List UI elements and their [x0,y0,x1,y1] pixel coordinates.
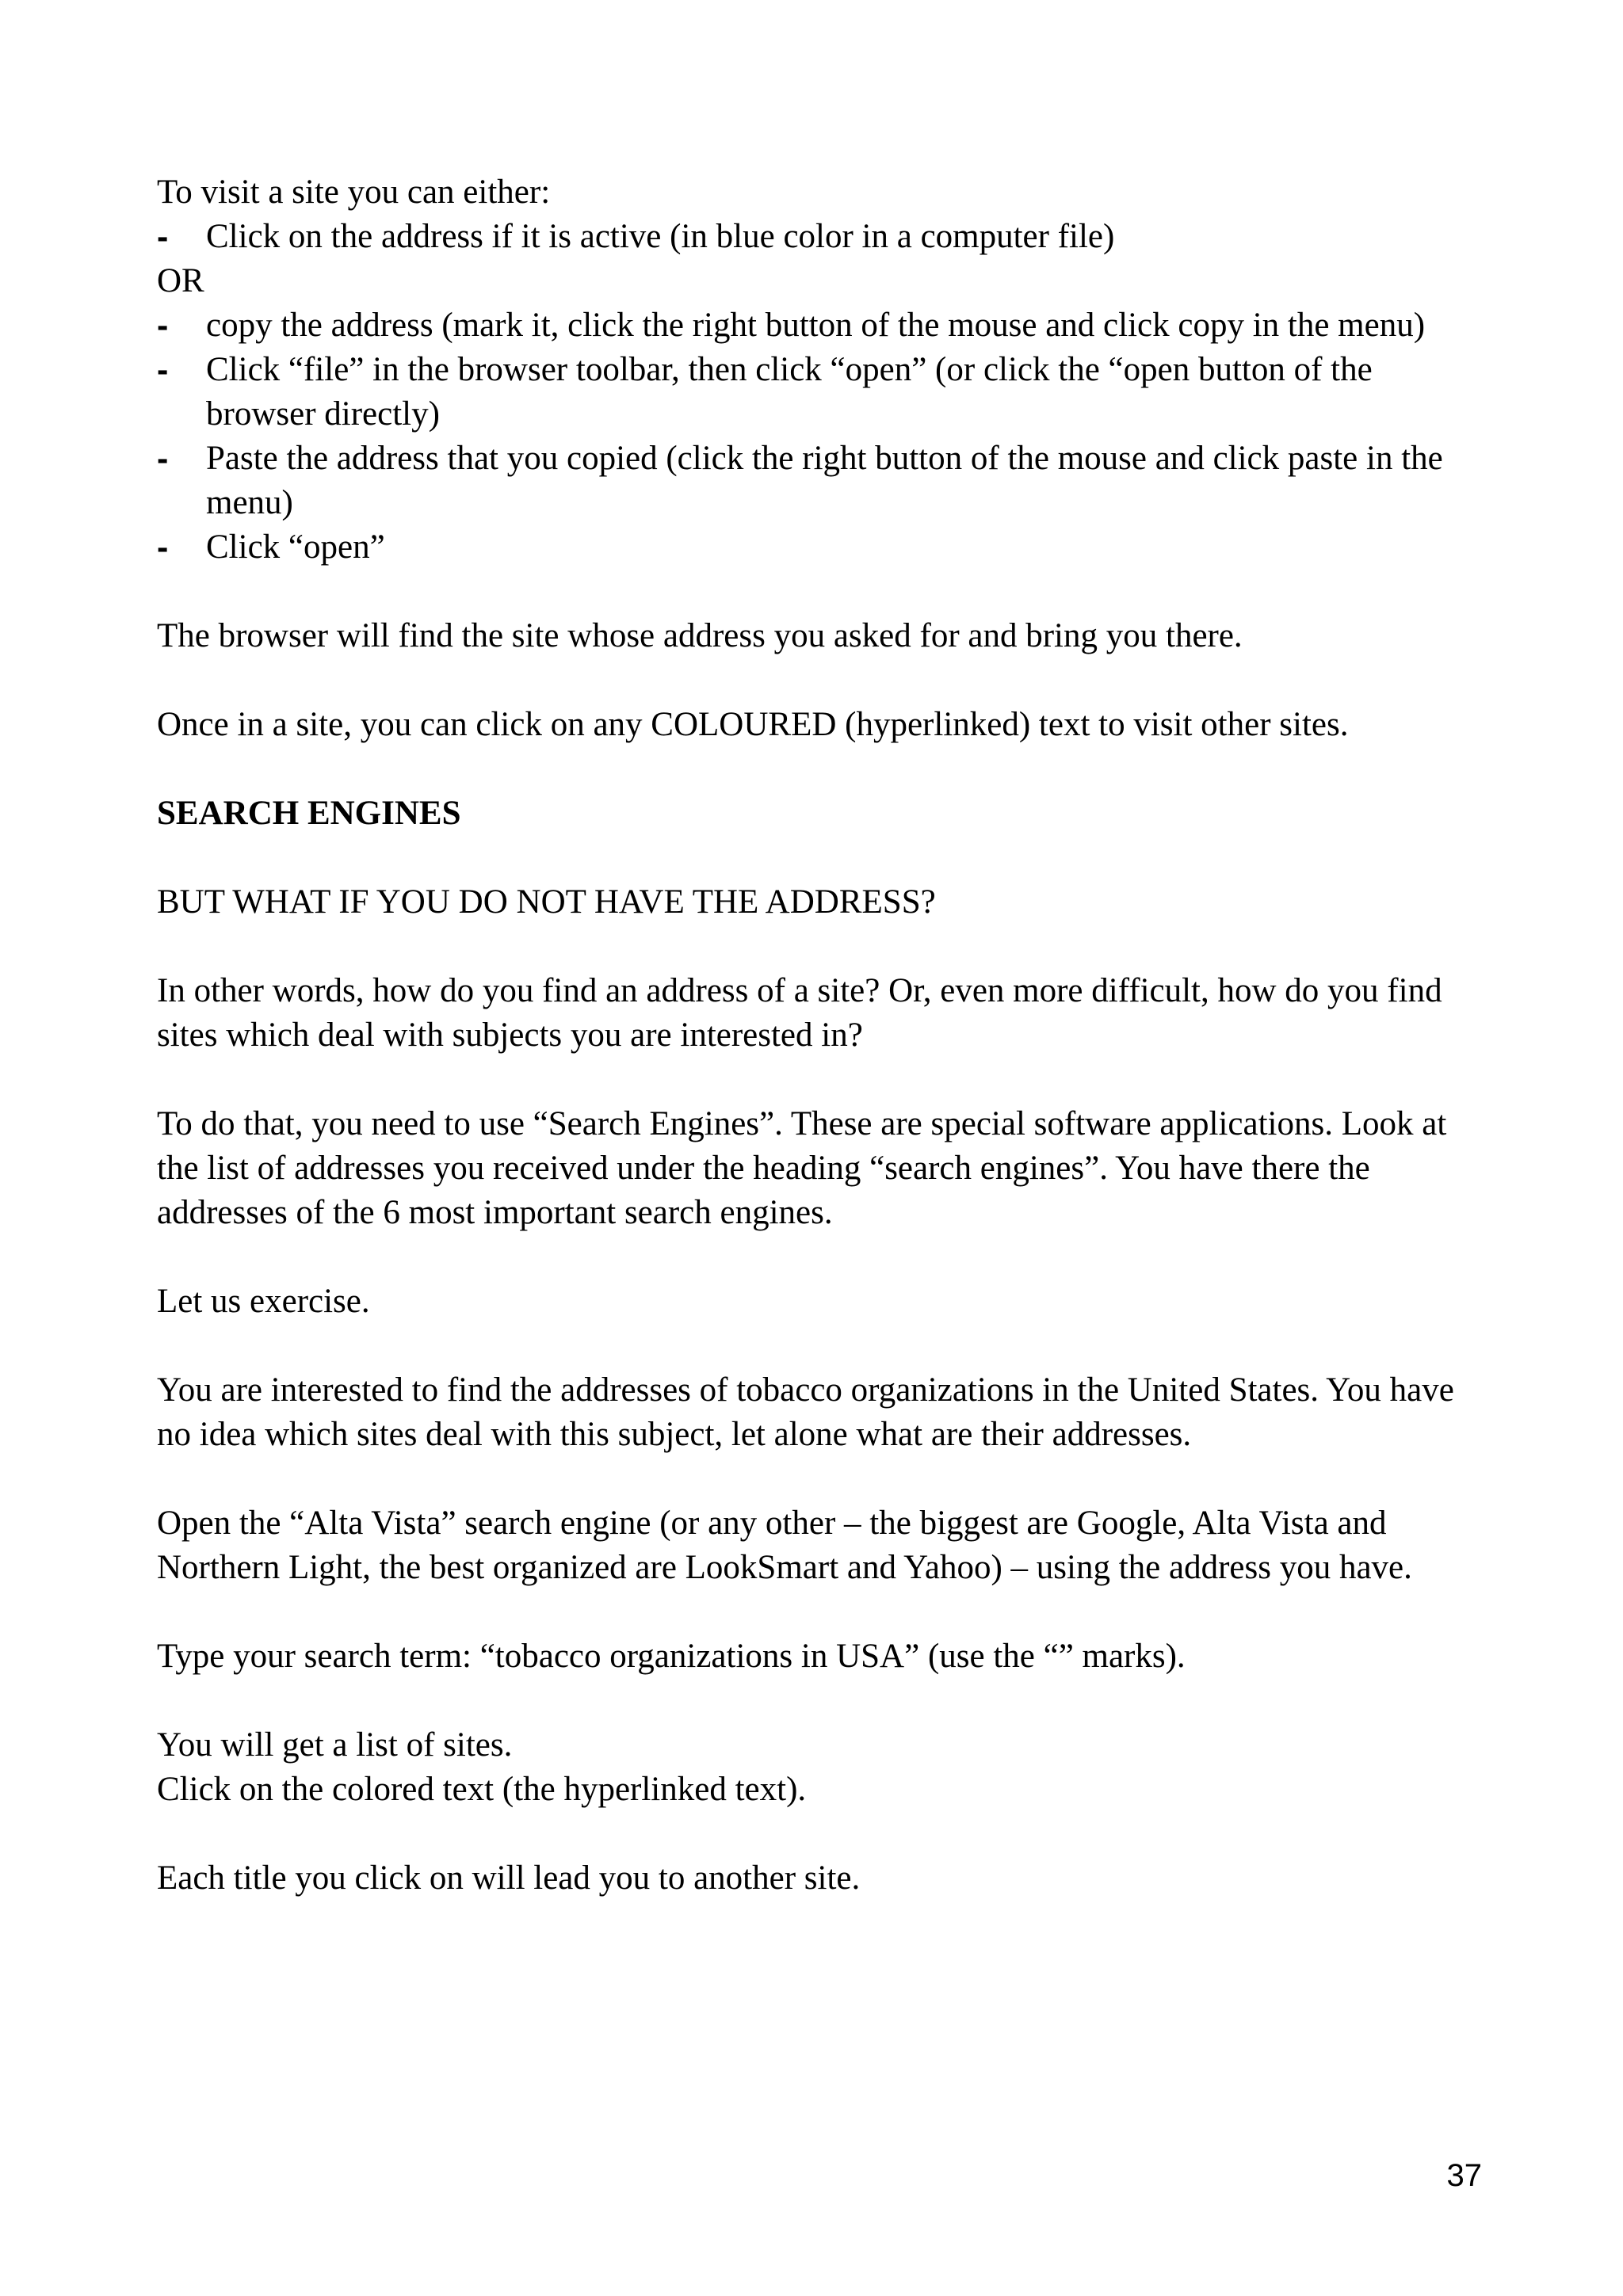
list-item [157,437,1488,525]
result-line: Click on the colored text (the hyperlinked text). [157,1771,807,1808]
list-item [157,525,1488,570]
or-label: OR [157,262,204,299]
option-list-b [157,303,1488,570]
section-heading: SEARCH ENGINES [157,795,461,832]
paragraph: The browser will find the site whose address you asked for and bring you there. [157,617,1243,654]
paragraph: To do that, you need to use “Search Engines”. These are special software applications. Look at the list of addresses you received under the heading “search engines”. You have there the addresses of the 6 most important search engines. [157,1105,1447,1231]
bullet-dash: - [157,218,169,256]
option-list-a [157,215,1488,259]
list-item [157,215,1488,259]
paragraph: Once in a site, you can click on any COLOURED (hyperlinked) text to visit other sites. [157,706,1349,743]
bullet-dash: - [157,528,169,566]
list-item-text: Paste the address that you copied (click the right button of the mouse and click paste in the menu) [206,440,1443,521]
paragraph: Let us exercise. [157,1283,370,1320]
closing-line: Each title you click on will lead you to another site. [157,1859,861,1897]
paragraph: In other words, how do you find an address of a site? Or, even more difficult, how do you find sites which deal with subjects you are interested in? [157,972,1442,1054]
bullet-dash: - [157,307,169,345]
intro-line: To visit a site you can either: [157,174,551,211]
bullet-dash: - [157,440,169,478]
paragraph: Open the “Alta Vista” search engine (or any other – the biggest are Google, Alta Vista and Northern Light, the best organized are LookSmart and Yahoo) – using the address you have. [157,1505,1412,1586]
list-item [157,348,1488,437]
page-number: 37 [1446,2158,1482,2193]
bullet-dash: - [157,351,169,389]
list-item-text: Click “open” [206,528,385,566]
list-item-text: copy the address (mark it, click the right button of the mouse and click copy in the menu) [206,307,1426,344]
list-item-text: Click on the address if it is active (in blue color in a computer file) [206,218,1115,255]
list-item-text: Click “file” in the browser toolbar, then click “open” (or click the “open button of the browser directly) [206,351,1373,433]
result-line: You will get a list of sites. [157,1726,513,1764]
paragraph: BUT WHAT IF YOU DO NOT HAVE THE ADDRESS? [157,883,936,921]
list-item [157,303,1488,348]
paragraph: You are interested to find the addresses of tobacco organizations in the United States. You have no idea which sites deal with this subject, let alone what are their addresses. [157,1371,1454,1453]
page-body [157,170,1488,1901]
paragraph: Type your search term: “tobacco organizations in USA” (use the “” marks). [157,1638,1186,1675]
